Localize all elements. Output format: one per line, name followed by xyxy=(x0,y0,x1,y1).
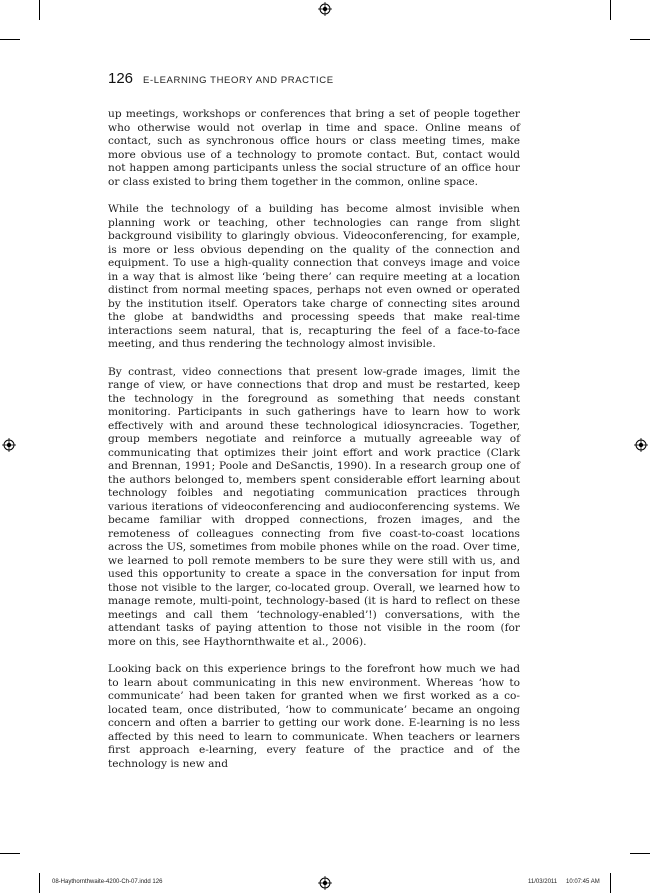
registration-mark-bottom-icon xyxy=(318,876,332,890)
paragraph: While the technology of a building has become almost invisible when planning work or teaching, other technologies can range from slight background visibility to glaringly obvious. Videoconferencing, for example, is more or less obvious depending on the quality of the connection and equipment. To use a high-quality connection that conveys image and voice in a way that is almost like ‘being there’ can require meeting at a location distinct from normal meeting spaces, perhaps not even owned or operated by the institution itself. Operators take charge of connecting sites around the globe at bandwidths and processing speeds that make real-time interactions seem natural, that is, recapturing the feel of a face-to-face meeting, and thus rendering the technology almost invisible. xyxy=(108,203,520,350)
crop-mark-top-right-h xyxy=(630,39,650,40)
crop-mark-bottom-left-v xyxy=(39,873,40,893)
paragraph: By contrast, video connections that present low-grade images, limit the range of view, or have connections that drop and must be restarted, keep the technology in the foreground as something that needs constant monitoring. Participants in such gatherings have to learn how to work effectively with and around these technological idiosyncracies. Together, group members negotiate and reinforce a mutually agreeable way of communicating that optimizes their joint effort and work practice (Clark and Brennan, 1991; Poole and DeSanctis, 1990). In a research group one of the authors belonged to, members spent considerable effort learning about technology foibles and negotiating communication practices through various iterations of videoconferencing and audioconferencing systems. We became familiar with dropped connections, frozen images, and the remoteness of colleagues connecting from five coast-to-coast locations across the US, sometimes from mobile phones while on the road. Over time, we learned to poll remote members to be sure they were still with us, and used this opportunity to create a space in the conversation for input from those not visible to the larger, co-located group. Overall, we learned how to manage remote, multi-point, technology-based (it is hard to reflect on these meetings and call them ‘technology-enabled’!) conversations, with the attendant tasks of paying attention to those not visible in the room (for more on this, see Haythornthwaite et al., 2006). xyxy=(108,365,520,648)
crop-mark-top-right-v xyxy=(610,0,611,20)
crop-mark-bottom-right-h xyxy=(630,853,650,854)
crop-mark-top-left-v xyxy=(39,0,40,20)
running-head-title: E-LEARNING THEORY AND PRACTICE xyxy=(143,75,334,86)
page-number: 126 xyxy=(108,70,134,87)
paragraph: Looking back on this experience brings to the forefront how much we had to learn about communicating in this new environment. Whereas ‘how to communicate’ had been taken for granted when we first worked as a co-located team, once distributed, ‘how to communicate’ became an ongoing concern and often a barrier to getting our work done. E-learning is no less affected by this need to learn to communicate. When teachers or learners first approach e-learning, every feature of the practice and of the technology is new and xyxy=(108,663,520,770)
paragraph: up meetings, workshops or conferences that bring a set of people together who otherwise would not overlap in time and space. Online means of contact, such as synchronous office hours or class meeting times, make more obvious use of a technology to promote contact. But, contact would not happen among participants unless the social structure of an office hour or class existed to bring them together in the common, online space. xyxy=(108,108,520,188)
running-header xyxy=(108,70,528,87)
registration-mark-left-icon xyxy=(2,438,16,452)
crop-mark-top-left-h xyxy=(0,39,20,40)
body-text xyxy=(108,108,520,785)
slug-date: 11/03/2011 xyxy=(528,879,558,885)
slug-file-name: 08-Haythornthwaite-4200-Ch-07.indd 126 xyxy=(52,879,163,885)
crop-mark-bottom-right-v xyxy=(610,873,611,893)
registration-mark-top-icon xyxy=(318,2,332,16)
slug-time: 10:07:45 AM xyxy=(566,879,600,885)
registration-mark-right-icon xyxy=(634,438,648,452)
crop-mark-bottom-left-h xyxy=(0,853,20,854)
